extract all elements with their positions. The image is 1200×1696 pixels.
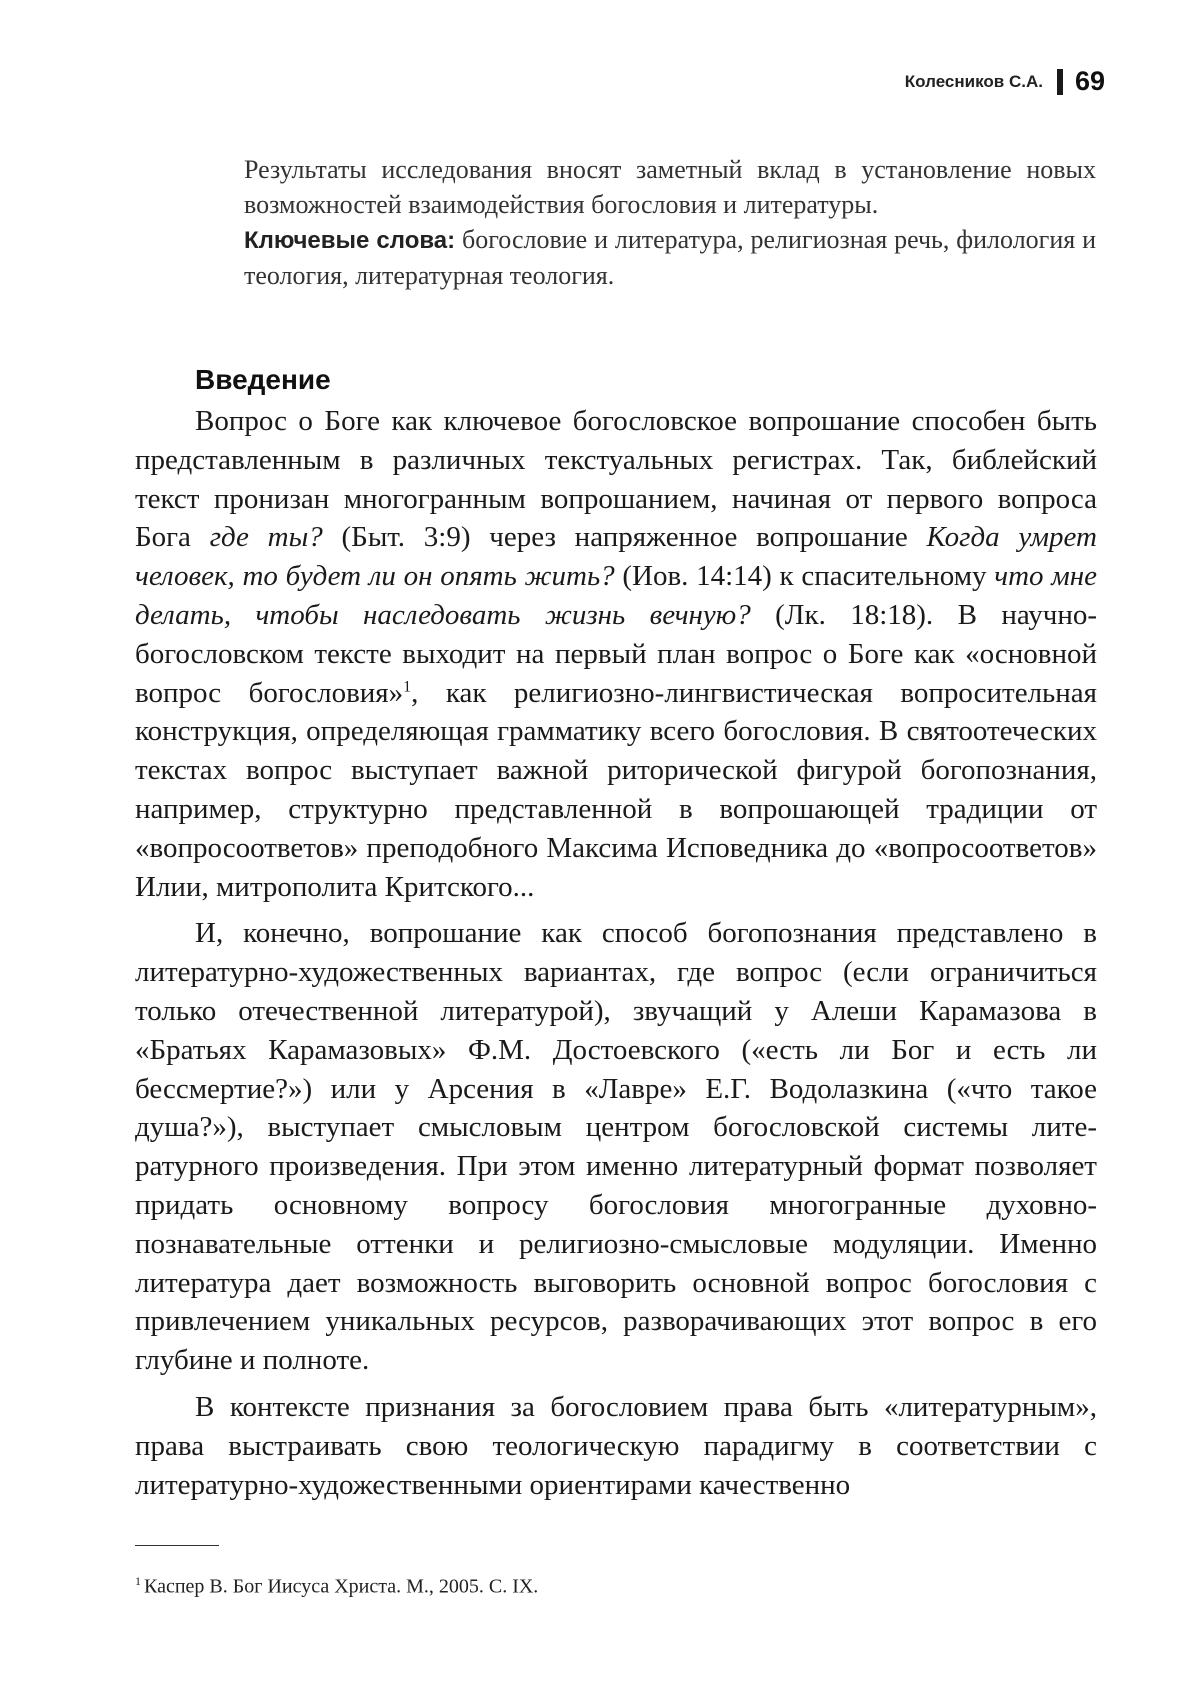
footnote (135, 1574, 538, 1599)
abstract-results: Результаты исследования вносят заметный вклад в установление новых возможностей взаимодействия богословия и литературы. (244, 155, 1096, 219)
p1-text-1: Вопрос о Боге как ключевое богословское вопрошание способен быть представленным в различных текстуальных регистрах. Так, библейский текст пронизан многогранным вопрошанием, начиная от первого вопроса Бога (135, 405, 1097, 554)
abstract-block (244, 152, 1096, 293)
paragraph-2: И, конечно, вопрошание как способ богопознания представлено в литературно-художественных вариантах, где вопрос (если ограничиться только отечественной литературой), звучащий у Алеши Карамазова в «Братьях Карамазовых» Ф.М. Достоевского («есть ли Бог и есть ли бессмертие?») или у Арсения в «Лавре» Е.Г. Водолазкина («что такое душа?»), выступает смысловым центром богословской системы литературного произведения. При этом именно литературный формат позволяет придать основному вопросу богословия многогранные духовно-познавательные оттенки и религиозно-смысловые модуляции. Именно литература дает возможность выговорить основной вопрос богословия с привлечением уникальных ресурсов, разворачивающих этот вопрос в его глубине и полноте. (135, 917, 1097, 1377)
p1-italic-quote-1: где ты? (209, 521, 323, 554)
p1-text-4: (Лк. 18:18). В научно-богословском тексте выходит на первый план вопрос о Боге как «основной вопрос богословия» (135, 598, 1097, 709)
header-divider-bar (1057, 69, 1063, 95)
p1-italic-quote-2: Когда умрет человек, то будет ли он опять жить? (135, 521, 1097, 593)
body-text (135, 402, 1097, 1512)
p1-text-2: (Быт. 3:9) через напряженное вопрошание (322, 521, 927, 554)
paragraph-3: В контексте признания за богословием права быть «литературным», права выстраивать свою теологическую парадигму в соответствии с литературно-художественными ориентирами качественно (135, 1390, 1097, 1501)
footnote-number: 1 (135, 1574, 141, 1588)
running-header-author: Колесников С.А. (904, 71, 1043, 91)
p1-italic-quote-3: что мне делать, чтобы наследовать жизнь вечную? (135, 560, 1097, 631)
p1-text-3: (Иов. 14:14) к спасительному (614, 560, 995, 593)
p1-text-5: , как религиозно-лингвистическая вопросительная конструкция, определяющая грамматику всего богословия. В святоотеческих текстах вопрос выступает важной риторической фигурой богопознания, например, структурно представленной в вопрошающей традиции от «вопросоответов» преподобного Максима Исповедника до «вопросоответов» Илии, митрополита Критского... (135, 676, 1097, 903)
footnote-separator (135, 1545, 219, 1546)
running-header (905, 66, 1105, 97)
keywords-label: Ключевые слова: (244, 227, 456, 254)
abstract-keywords (244, 222, 1096, 293)
paragraph-1 (135, 402, 1097, 906)
footnote-text: Каспер В. Бог Иисуса Христа. М., 2005. С. IX. (144, 1575, 539, 1598)
keywords-text: богословие и литература, религиозная речь, филология и теология, литературная теология. (244, 225, 1097, 290)
page-number: 69 (1074, 66, 1105, 96)
section-heading: Введение (195, 364, 331, 395)
footnote-reference[interactable]: 1 (403, 677, 412, 695)
